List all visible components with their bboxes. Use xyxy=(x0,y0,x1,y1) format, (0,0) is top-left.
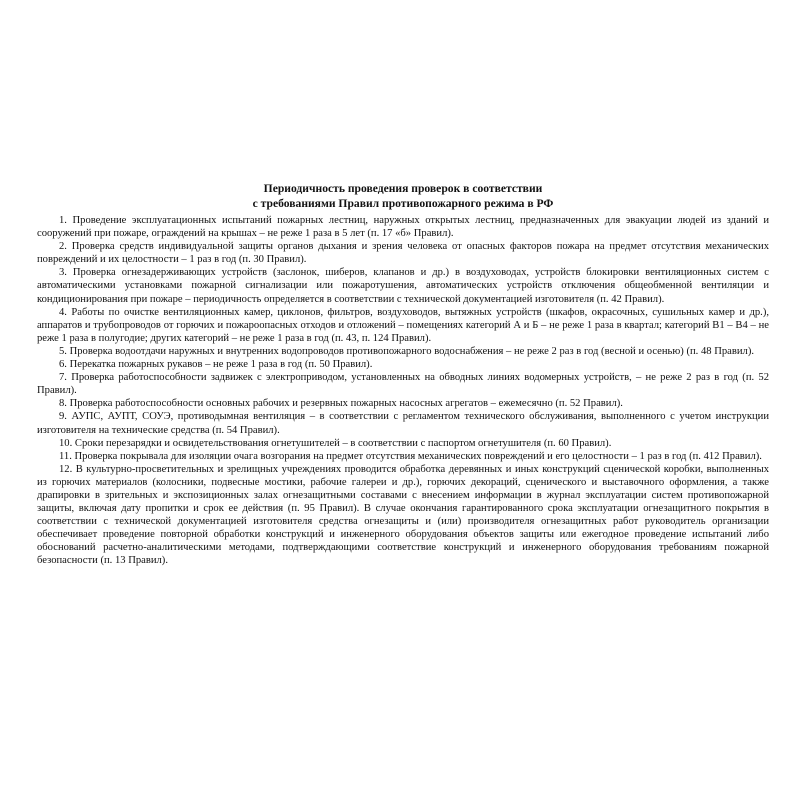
list-item-1: 1. Проведение эксплуатационных испытаний пожарных лестниц, наружных открытых лестниц, предназначенных для эвакуации людей из зданий и сооружений при пожаре, ограждений на крышах – не реже 1 раза в 5 лет (п. 17 «б» Правил). xyxy=(37,215,769,240)
list-item-9: 9. АУПС, АУПТ, СОУЭ, противодымная вентиляция – в соответствии с регламентом технического обслуживания, выполненного с учетом инструкции изготовителя на технические средства (п. 54 Правил). xyxy=(37,411,769,436)
inspection-list xyxy=(37,214,769,568)
list-item-12: 12. В культурно-просветительных и зрелищных учреждениях проводится обработка деревянных и иных конструкций сценической коробки, выполненных из горючих материалов (колосники, подвесные мостики, рабочие галереи и др.), горючих декораций, сценического и выставочного оформления, а также драпировки в зрительных и экспозиционных залах огнезащитными составами с внесением информации в журнал эксплуатации систем противопожарной защиты, включая дату пропитки и срок ее действия (п. 95 Правил). В случае окончания гарантированного срока эксплуатации огнезащитного покрытия в соответствии с технической документацией изготовителя средства огнезащиты и (или) производителя огнезащитных работ руководитель организации обеспечивает проведение повторной обработки конструкций и инженерного оборудования объектов защиты или ежегодное проведение испытаний либо обоснований расчетно-аналитическими методами, подтверждающими соответствие конструкций и инженерного оборудования требованиям пожарной безопасности (п. 13 Правил). xyxy=(37,463,769,567)
list-item-10: 10. Сроки перезарядки и освидетельствования огнетушителей – в соответствии с паспортом огнетушителя (п. 60 Правил). xyxy=(59,437,612,449)
list-item-2: 2. Проверка средств индивидуальной защиты органов дыхания и зрения человека от опасных факторов пожара на предмет отсутствия механических повреждений и их целостности – 1 раз в год (п. 30 Правил). xyxy=(37,241,769,266)
list-item-6: 6. Перекатка пожарных рукавов – не реже 1 раза в год (п. 50 Правил). xyxy=(59,359,373,371)
list-item-11: 11. Проверка покрывала для изоляции очага возгорания на предмет отсутствия механических повреждений и его целостности – 1 раз в год (п. 412 Правил). xyxy=(59,450,762,462)
document-title xyxy=(37,181,769,211)
list-item-7: 7. Проверка работоспособности задвижек с электроприводом, установленных на обводных линиях водомерных устройств, – не реже 2 раз в год (п. 52 Правил). xyxy=(37,372,769,397)
list-item-8: 8. Проверка работоспособности основных рабочих и резервных пожарных насосных агрегатов – ежемесячно (п. 52 Правил). xyxy=(59,398,623,410)
list-item-4: 4. Работы по очистке вентиляционных камер, циклонов, фильтров, воздуховодов, вытяжных устройств (шкафов, окрасочных, сушильных камер и др.), аппаратов и трубопроводов от горючих и пожароопасных отходов и отложений – помещениях категорий А и Б – не реже 1 раза в квартал; категорий В1 – В4 – не реже 1 раза в полугодие; других категорий – не реже 1 раза в год (п. 43, п. 124 Правил). xyxy=(37,306,769,344)
title-line-1: Периодичность проведения проверок в соответствии xyxy=(263,182,543,195)
list-item-3: 3. Проверка огнезадерживающих устройств (заслонок, шиберов, клапанов и др.) в воздуховодах, устройств блокировки вентиляционных систем с автоматическими установками пожарной сигнализации или пожаротушения, автоматических устройств отключения общеобменной вентиляции и кондиционирования при пожаре – периодичность определяется в соответствии с технической документацией изготовителя (п. 42 Правил). xyxy=(37,267,769,305)
document-page xyxy=(37,181,769,568)
title-line-2: с требованиями Правил противопожарного режима в РФ xyxy=(252,197,554,210)
list-item-5: 5. Проверка водоотдачи наружных и внутренних водопроводов противопожарного водоснабжения – не реже 2 раз в год (весной и осенью) (п. 48 Правил). xyxy=(59,345,754,357)
